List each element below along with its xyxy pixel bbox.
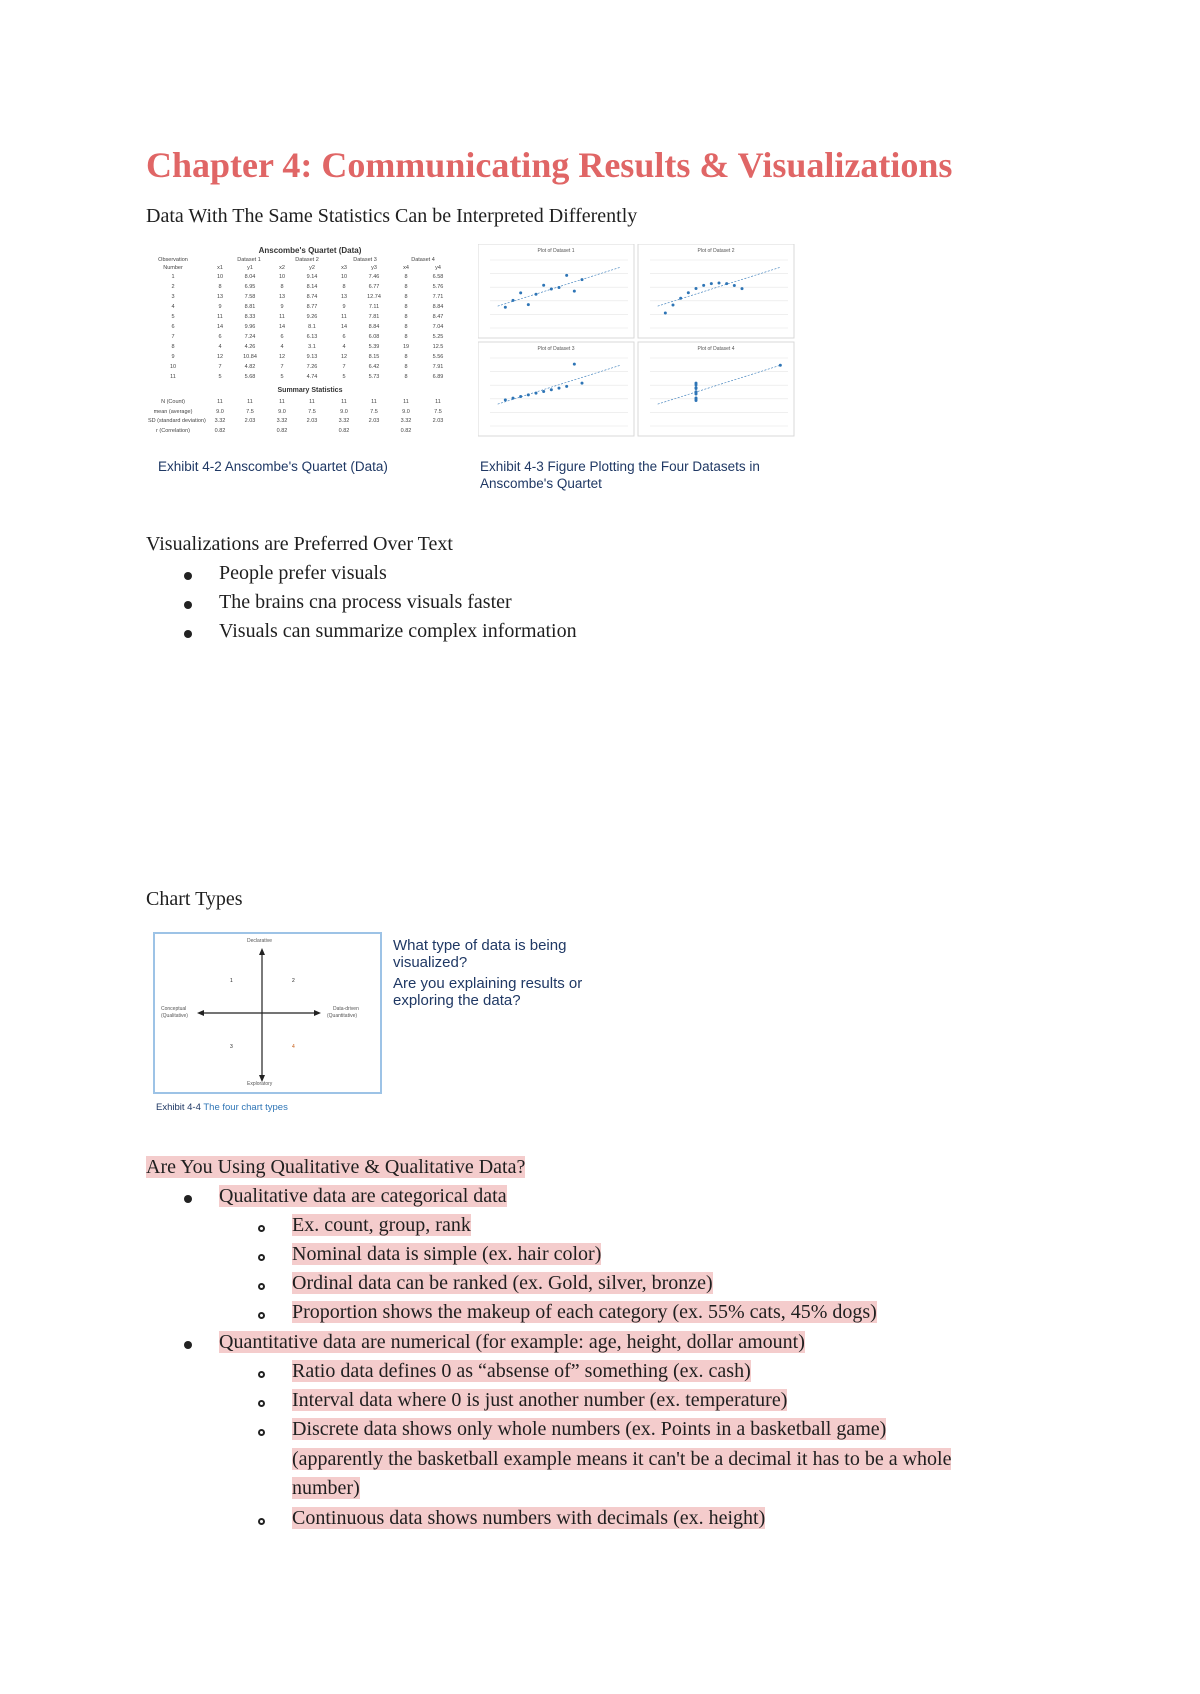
table-cell: 9 (218, 304, 222, 310)
table-cell: 11 (341, 399, 347, 405)
table-cell: 7.04 (432, 324, 444, 330)
data-point (573, 290, 576, 293)
data-point (550, 287, 553, 290)
table-cell: 8 (171, 344, 175, 350)
plot-frame (638, 342, 794, 436)
table-cell: 5.56 (432, 354, 444, 360)
table-cell: 4 (218, 344, 222, 350)
qual-sub-2: Nominal data is simple (ex. hair color) (292, 1243, 602, 1265)
plot-title: Plot of Dataset 2 (697, 248, 735, 254)
table-cell: 12.5 (432, 344, 444, 350)
table-cell: 7.24 (244, 334, 256, 340)
data-point (710, 282, 713, 285)
table-cell: 6 (280, 334, 284, 340)
table-cell: 8 (404, 274, 408, 280)
data-point (565, 385, 568, 388)
data-point (565, 274, 568, 277)
chart-question-1: What type of data is being visualized? (393, 937, 567, 971)
anscombe-caption: Exhibit 4-2 Anscombe's Quartet (Data) (158, 459, 388, 474)
table-cell: 7.26 (306, 364, 318, 370)
table-cell: 8.47 (432, 314, 444, 320)
table-cell: 7.71 (432, 294, 444, 300)
qual-sub-1: Ex. count, group, rank (292, 1214, 471, 1236)
table-cell: 11 (170, 374, 176, 380)
table-cell: 11 (217, 399, 223, 405)
table-cell: 7.5 (246, 408, 254, 415)
table-cell: 4 (280, 344, 284, 350)
circle-bullet-icon (258, 1400, 265, 1407)
data-point (695, 391, 698, 394)
table-cell: 3 (171, 294, 175, 300)
table-cell: 8 (404, 314, 408, 320)
chart-types-diagram (153, 932, 382, 1094)
table-cell: 8.81 (244, 304, 256, 310)
table-cell: 8.04 (244, 274, 256, 280)
table-cell: y4 (435, 265, 441, 271)
table-cell: 11 (247, 399, 253, 405)
table-cell: 2 (171, 284, 175, 290)
table-cell: 7.5 (370, 408, 378, 415)
data-point (695, 287, 698, 290)
table-header-cell: Observation (158, 257, 188, 263)
table-cell: 6.77 (368, 284, 380, 290)
table-cell: 8 (280, 284, 284, 290)
table-cell: 12 (340, 354, 348, 360)
table-cell: mean (average) (153, 408, 193, 415)
table-cell: 8 (404, 374, 408, 380)
table-cell: 8 (404, 294, 408, 300)
table-cell: 8.15 (368, 354, 380, 360)
quadrant-3: 3 (230, 1044, 233, 1050)
table-cell: 4.26 (244, 344, 256, 350)
table-cell: 7.81 (368, 314, 380, 320)
circle-bullet-icon (258, 1312, 265, 1319)
table-header-cell: Dataset 3 (353, 257, 377, 263)
table-cell: 3.32 (338, 418, 350, 424)
plot-title: Plot of Dataset 4 (697, 346, 735, 352)
table-cell: 11 (279, 314, 285, 320)
data-point (512, 299, 515, 302)
table-cell: 11 (435, 399, 441, 405)
table-cell: 11 (309, 399, 315, 405)
table-cell: 6 (342, 334, 346, 340)
quantitative-item: Quantitative data are numerical (for example: age, height, dollar amount) (219, 1331, 805, 1353)
data-point (779, 364, 782, 367)
data-point (687, 291, 690, 294)
table-cell: 8 (404, 334, 408, 340)
table-cell: 4 (342, 344, 346, 350)
anscombe-plots (478, 244, 796, 440)
table-cell: 6.13 (306, 334, 318, 340)
table-cell: 10.84 (243, 354, 257, 360)
plot-frame (638, 244, 794, 338)
table-cell: 14 (340, 324, 348, 330)
table-cell: 5.39 (368, 344, 380, 350)
table-cell: 5 (280, 374, 284, 380)
table-cell: 13 (340, 294, 348, 300)
table-cell: 0.82 (338, 427, 350, 434)
table-cell: 7.5 (434, 408, 442, 415)
bullet-icon (184, 1341, 192, 1349)
bullet-icon (184, 1195, 192, 1203)
caption-rest: The four chart types (203, 1102, 288, 1113)
plots-caption-line2: Anscombe's Quartet (480, 476, 602, 491)
table-header-cell: Dataset 1 (237, 257, 261, 263)
qual-sub-4: Proportion shows the makeup of each category (ex. 55% cats, 45% dogs) (292, 1301, 877, 1323)
data-point (535, 392, 538, 395)
circle-bullet-icon (258, 1254, 265, 1261)
table-cell: x3 (341, 265, 347, 271)
table-cell: 11 (279, 399, 285, 405)
chart-types-heading: Chart Types (146, 888, 243, 910)
table-cell: N (Count) (161, 399, 185, 405)
circle-bullet-icon (258, 1225, 265, 1232)
table-cell: 9.0 (278, 408, 286, 415)
data-types-heading: Are You Using Qualitative & Qualitative Data? (146, 1156, 526, 1178)
quadrant-1: 1 (230, 978, 233, 984)
table-cell: 5.73 (368, 374, 380, 380)
table-cell: 7.58 (244, 294, 256, 300)
table-cell: 7.91 (432, 364, 444, 370)
table-cell: r (Correlation) (156, 427, 190, 434)
visuals-bullet-3: Visuals can summarize complex information (219, 620, 577, 642)
axis-label-right-sub: (Quantitative) (327, 1013, 358, 1019)
table-cell: 13 (278, 294, 286, 300)
table-cell: 9.0 (216, 408, 224, 415)
table-cell: x2 (279, 265, 285, 271)
quant-sub-4: Continuous data shows numbers with decimals (ex. height) (292, 1507, 766, 1529)
visuals-bullet-2: The brains cna process visuals faster (219, 591, 512, 613)
table-cell: 8.84 (368, 324, 380, 330)
table-cell: 9 (171, 354, 175, 360)
data-point (718, 282, 721, 285)
table-cell: 11 (371, 399, 377, 405)
qualitative-item: Qualitative data are categorical data (219, 1185, 507, 1207)
table-cell: Number (163, 265, 183, 271)
qual-sub-3: Ordinal data can be ranked (ex. Gold, silver, bronze) (292, 1272, 713, 1294)
table-cell: 8.33 (244, 314, 256, 320)
data-point (527, 393, 530, 396)
chart-question-2: Are you explaining results or exploring the data? (393, 975, 583, 1009)
table-cell: SD (standard deviation) (148, 418, 206, 424)
table-cell: 8.77 (306, 304, 318, 310)
table-cell: 5 (342, 374, 346, 380)
table-cell: 14 (216, 324, 224, 330)
table-cell: 13 (216, 294, 224, 300)
table-cell: 11 (341, 314, 347, 320)
table-cell: 8.14 (306, 284, 318, 290)
bullet-icon (184, 572, 192, 580)
data-point (550, 388, 553, 391)
table-cell: 7 (171, 334, 175, 340)
table-cell: 9 (342, 304, 346, 310)
table-cell: 2.03 (244, 418, 256, 424)
bullet-icon (184, 601, 192, 609)
table-cell: 3.32 (214, 418, 226, 424)
data-point (527, 303, 530, 306)
table-cell: 10 (278, 274, 286, 280)
anscombe-heading: Anscombe's Quartet (Data) (258, 246, 362, 255)
table-cell: 9.0 (402, 408, 410, 415)
data-point (702, 284, 705, 287)
axis-label-left: Conceptual (161, 1006, 187, 1012)
scatter-plot-3 (478, 342, 634, 436)
data-point (733, 284, 736, 287)
table-cell: 2.03 (368, 418, 380, 424)
data-point (519, 395, 522, 398)
table-cell: 6.95 (244, 284, 256, 290)
circle-bullet-icon (258, 1371, 265, 1378)
table-cell: 3.32 (400, 418, 412, 424)
table-cell: 8.74 (306, 294, 318, 300)
table-cell: 8 (404, 284, 408, 290)
table-cell: 8 (218, 284, 222, 290)
table-cell: 9.96 (244, 324, 256, 330)
data-point (558, 286, 561, 289)
table-cell: 6.89 (432, 374, 444, 380)
quant-sub-3: Discrete data shows only whole numbers (ex. Points in a basketball game) (292, 1418, 887, 1440)
intro-text: Data With The Same Statistics Can be Interpreted Differently (146, 205, 638, 227)
data-point (558, 387, 561, 390)
data-point (519, 291, 522, 294)
data-point (581, 382, 584, 385)
table-header-cell: Dataset 4 (411, 257, 435, 263)
scatter-plot-1 (478, 244, 634, 338)
table-cell: 9.0 (340, 408, 348, 415)
page-title: Chapter 4: Communicating Results & Visualizations (146, 145, 953, 185)
data-point (504, 398, 507, 401)
data-point (741, 287, 744, 290)
data-point (573, 363, 576, 366)
quant-sub-1: Ratio data defines 0 as “absense of” something (ex. cash) (292, 1360, 751, 1382)
table-cell: 7.5 (308, 408, 316, 415)
data-point (535, 293, 538, 296)
table-cell: 7 (342, 364, 346, 370)
table-cell: 0.82 (400, 427, 412, 434)
table-cell: 12.74 (367, 294, 381, 300)
table-cell: 4.82 (244, 364, 256, 370)
discrete-note-line1: (apparently the basketball example means it can't be a decimal it has to be a whole (292, 1448, 952, 1470)
table-cell: 10 (216, 274, 224, 280)
data-point (695, 386, 698, 389)
table-cell: 8 (404, 354, 408, 360)
plot-title: Plot of Dataset 3 (537, 346, 575, 352)
table-cell: 11 (217, 314, 223, 320)
caption-prefix: Exhibit 4-4 (156, 1102, 201, 1113)
table-cell: 9 (280, 304, 284, 310)
table-cell: 9.13 (306, 354, 318, 360)
anscombe-plots-figure (478, 244, 796, 440)
quadrant-2: 2 (292, 978, 295, 984)
table-cell: 1 (171, 274, 175, 280)
data-point (581, 278, 584, 281)
table-cell: 7 (218, 364, 222, 370)
axis-label-top: Declarative (247, 938, 273, 944)
summary-heading: Summary Statistics (277, 387, 343, 394)
table-cell: 10 (169, 364, 177, 370)
table-cell: 0.82 (276, 427, 288, 434)
table-cell: 6.42 (368, 364, 380, 370)
table-cell: y3 (371, 265, 377, 271)
visuals-heading: Visualizations are Preferred Over Text (146, 533, 453, 555)
data-point (542, 284, 545, 287)
visuals-bullet-1: People prefer visuals (219, 562, 387, 584)
table-cell: 5 (218, 374, 222, 380)
table-cell: 3.32 (276, 418, 288, 424)
table-cell: 9.14 (306, 274, 318, 280)
chart-types-caption (156, 1102, 288, 1113)
table-cell: 11 (403, 399, 409, 405)
table-cell: 7.11 (368, 304, 380, 310)
scatter-plot-2 (638, 244, 794, 338)
axis-label-right: Data-driven (333, 1006, 359, 1012)
table-cell: 5.76 (432, 284, 444, 290)
table-cell: 5.68 (244, 374, 256, 380)
table-cell: x1 (217, 265, 223, 271)
table-cell: 19 (402, 344, 410, 350)
table-cell: 7.46 (368, 274, 380, 280)
table-cell: y1 (247, 265, 253, 271)
circle-bullet-icon (258, 1518, 265, 1525)
data-point (664, 311, 667, 314)
table-cell: 8.84 (432, 304, 444, 310)
table-cell: 8 (404, 364, 408, 370)
table-cell: 6.08 (368, 334, 380, 340)
scatter-plot-4 (638, 342, 794, 436)
table-cell: 8 (404, 304, 408, 310)
table-cell: 5 (171, 314, 175, 320)
data-point (512, 397, 515, 400)
data-point (725, 282, 728, 285)
circle-bullet-icon (258, 1429, 265, 1436)
data-point (542, 390, 545, 393)
quant-sub-2: Interval data where 0 is just another number (ex. temperature) (292, 1389, 788, 1411)
plot-frame (478, 244, 634, 338)
data-point (504, 306, 507, 309)
table-cell: 12 (216, 354, 224, 360)
circle-bullet-icon (258, 1283, 265, 1290)
bullet-icon (184, 630, 192, 638)
table-cell: 8 (342, 284, 346, 290)
table-cell: 12 (278, 354, 286, 360)
table-cell: 9.26 (306, 314, 318, 320)
anscombe-table-figure (148, 244, 472, 440)
table-header-cell: Dataset 2 (295, 257, 319, 263)
data-point (695, 397, 698, 400)
table-cell: 14 (278, 324, 286, 330)
plot-title: Plot of Dataset 1 (537, 248, 575, 254)
data-point (695, 383, 698, 386)
table-cell: 6 (218, 334, 222, 340)
table-cell: 8.1 (308, 324, 316, 330)
table-cell: 3.1 (308, 344, 316, 350)
table-cell: 10 (340, 274, 348, 280)
plots-caption-line1: Exhibit 4-3 Figure Plotting the Four Datasets in (480, 459, 760, 474)
table-cell: 4 (171, 304, 175, 310)
table-cell: 8 (404, 324, 408, 330)
table-cell: 2.03 (306, 418, 318, 424)
axis-label-bottom: Exploratory (247, 1081, 273, 1087)
table-cell: 7 (280, 364, 284, 370)
table-cell: 5.25 (432, 334, 444, 340)
table-cell: 2.03 (432, 418, 444, 424)
quadrant-4: 4 (292, 1044, 295, 1050)
table-cell: 4.74 (306, 374, 318, 380)
data-point (672, 303, 675, 306)
table-cell: 6.58 (432, 274, 444, 280)
table-cell: 0.82 (214, 427, 226, 434)
discrete-note-line2: number) (292, 1477, 360, 1499)
data-point (679, 297, 682, 300)
table-cell: 6 (171, 324, 175, 330)
plot-frame (478, 342, 634, 436)
table-cell: y2 (309, 265, 315, 271)
axis-label-left-sub: (Qualitative) (161, 1013, 188, 1019)
table-cell: x4 (403, 265, 409, 271)
